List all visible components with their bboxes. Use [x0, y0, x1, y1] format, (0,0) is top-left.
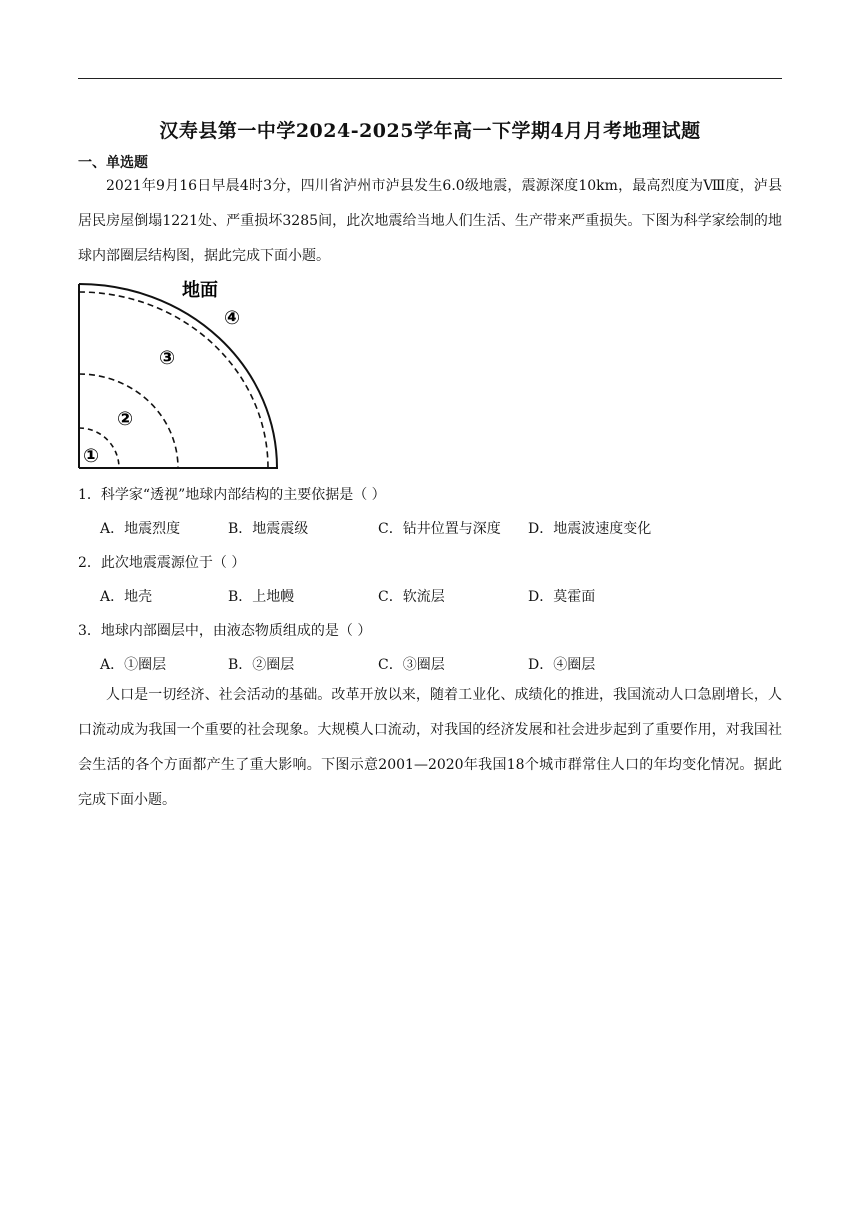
section-heading: 一、单选题 [78, 155, 148, 171]
q2-option-b[interactable]: B．上地幔 [228, 589, 295, 605]
page-title: 汉寿县第一中学2024-2025学年高一下学期4月月考地理试题 [159, 120, 701, 142]
passage-population: 人口是一切经济、社会活动的基础。改革开放以来，随着工业化、成绩化的推进，我国流动人口急剧增长，人口流动成为我国一个重要的社会现象。大规模人口流动，对我国的经济发展和社会进步起到了重要作用，对我国社会生活的各个方面都产生了重大影响。下图示意2001—2020年我国18个城市群常住人口的年均变化情况。据此完成下面小题。 [78, 687, 782, 808]
question-1-stem: 1．科学家“透视”地球内部结构的主要依据是（ ） [78, 487, 386, 503]
passage-earthquake: 2021年9月16日早晨4时3分，四川省泸州市泸县发生6.0级地震，震源深度10km，最高烈度为Ⅷ度，泸县居民房屋倒塌1221处、严重损坏3285间，此次地震给当地人们生活、生产带来严重损失。下图为科学家绘制的地球内部圈层结构图，据此完成下面小题。 [78, 178, 782, 264]
q2-option-a[interactable]: A．地壳 [100, 589, 153, 605]
surface-arc [79, 284, 277, 468]
q3-option-c[interactable]: C．③圈层 [378, 657, 445, 673]
q1-option-c[interactable]: C．钻井位置与深度 [378, 521, 501, 537]
header-rule [78, 78, 782, 79]
q1-option-b[interactable]: B．地震震级 [228, 521, 309, 537]
q3-option-b[interactable]: B．②圈层 [228, 657, 295, 673]
question-1-options [100, 518, 780, 538]
question-2-stem: 2．此次地震震源位于（ ） [78, 555, 246, 571]
q2-option-d[interactable]: D．莫霍面 [528, 589, 596, 605]
question-3-options [100, 654, 780, 674]
q1-option-d[interactable]: D．地震波速度变化 [528, 521, 652, 537]
surface-label: 地面 [182, 280, 218, 301]
layer-label-1: ① [83, 445, 100, 467]
question-3-stem: 3．地球内部圈层中，由液态物质组成的是（ ） [78, 623, 372, 639]
layer-label-4: ④ [224, 307, 241, 329]
q3-option-d[interactable]: D．④圈层 [528, 657, 596, 673]
q1-option-a[interactable]: A．地震烈度 [100, 521, 181, 537]
q2-option-c[interactable]: C．软流层 [378, 589, 445, 605]
layer-label-2: ② [117, 408, 134, 430]
earth-layers-diagram [78, 280, 308, 472]
q3-option-a[interactable]: A．①圈层 [100, 657, 167, 673]
layer-label-3: ③ [159, 347, 176, 369]
question-2-options [100, 586, 780, 606]
